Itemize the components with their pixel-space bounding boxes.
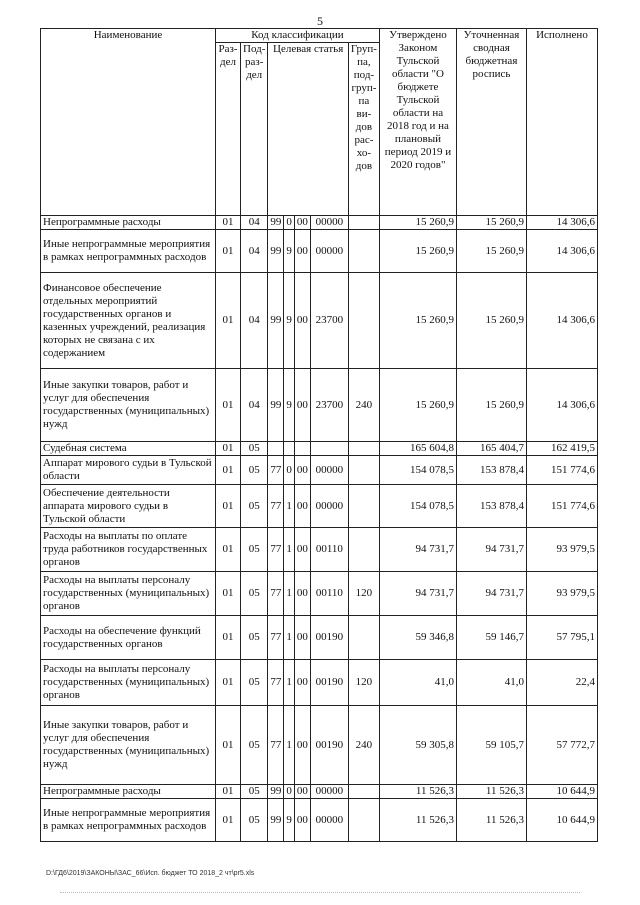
row-name: Иные непрограммные мероприятия в рамках непрограммных расходов: [41, 799, 216, 842]
row-revised-amount: 94 731,7: [456, 528, 526, 572]
row-target-code-3: 00: [294, 616, 310, 660]
row-revised-amount: 15 260,9: [456, 216, 526, 230]
row-approved-amount: 59 305,8: [379, 706, 456, 785]
row-executed-amount: 14 306,6: [526, 369, 597, 442]
row-target-code-1: 77: [268, 706, 284, 785]
row-subsection: 05: [241, 706, 268, 785]
row-section: 01: [216, 369, 241, 442]
row-target-code-4: 00000: [310, 485, 348, 528]
row-target-code-3: 00: [294, 572, 310, 616]
header-name: Наименование: [41, 29, 216, 216]
row-target-code-4: 23700: [310, 369, 348, 442]
row-target-code-2: 1: [284, 528, 295, 572]
row-target-code-3: 00: [294, 273, 310, 369]
table-row: [41, 369, 598, 442]
row-executed-amount: 14 306,6: [526, 230, 597, 273]
page-number: 5: [317, 14, 323, 28]
row-target-code-4: 23700: [310, 273, 348, 369]
row-target-code-4: 00000: [310, 456, 348, 485]
file-path-footer: D:\ГД6\2019\ЗАКОНЫ\ЗАС_66\Исп. бюджет ТО 2018_2 чт\pr5.xls: [46, 870, 255, 877]
row-target-code-4: 00110: [310, 528, 348, 572]
row-revised-amount: 94 731,7: [456, 572, 526, 616]
row-revised-amount: 153 878,4: [456, 485, 526, 528]
row-target-code-2: [284, 442, 295, 456]
row-target-code-4: 00190: [310, 706, 348, 785]
row-name: Аппарат мирового судьи в Тульской области: [41, 456, 216, 485]
header-approved: Утверждено Законом Тульской области "О бюджете Тульской области на 2018 год и на плановый период 2019 и 2020 годов": [379, 29, 456, 216]
row-approved-amount: 94 731,7: [379, 572, 456, 616]
row-target-code-1: [268, 442, 284, 456]
row-executed-amount: 10 644,9: [526, 785, 597, 799]
row-target-code-1: 77: [268, 572, 284, 616]
row-target-code-1: 99: [268, 785, 284, 799]
row-name: Иные непрограммные мероприятия в рамках непрограммных расходов: [41, 230, 216, 273]
row-subsection: 05: [241, 616, 268, 660]
row-executed-amount: 151 774,6: [526, 485, 597, 528]
row-executed-amount: 151 774,6: [526, 456, 597, 485]
row-target-code-3: 00: [294, 528, 310, 572]
row-subsection: 05: [241, 442, 268, 456]
row-target-code-2: 1: [284, 572, 295, 616]
row-revised-amount: 59 105,7: [456, 706, 526, 785]
row-approved-amount: 15 260,9: [379, 230, 456, 273]
row-target-code-1: 77: [268, 528, 284, 572]
row-revised-amount: 11 526,3: [456, 799, 526, 842]
row-revised-amount: 153 878,4: [456, 456, 526, 485]
row-target-code-2: 9: [284, 369, 295, 442]
row-executed-amount: 57 772,7: [526, 706, 597, 785]
row-section: 01: [216, 456, 241, 485]
row-expense-group: [348, 216, 379, 230]
row-target-code-4: 00000: [310, 230, 348, 273]
row-approved-amount: 15 260,9: [379, 216, 456, 230]
row-target-code-3: 00: [294, 785, 310, 799]
row-approved-amount: 41,0: [379, 660, 456, 706]
row-expense-group: [348, 456, 379, 485]
row-target-code-2: 1: [284, 616, 295, 660]
budget-table: [40, 28, 598, 842]
row-name: Расходы на выплаты персоналу государственных (муниципальных) органов: [41, 660, 216, 706]
row-subsection: 05: [241, 785, 268, 799]
row-subsection: 05: [241, 485, 268, 528]
row-target-code-2: 9: [284, 799, 295, 842]
row-revised-amount: 15 260,9: [456, 230, 526, 273]
row-revised-amount: 59 146,7: [456, 616, 526, 660]
table-row: [41, 616, 598, 660]
row-approved-amount: 11 526,3: [379, 799, 456, 842]
row-subsection: 05: [241, 528, 268, 572]
row-revised-amount: 11 526,3: [456, 785, 526, 799]
table-row: [41, 442, 598, 456]
row-subsection: 04: [241, 230, 268, 273]
header-section: Раз-дел: [216, 43, 241, 216]
table-row: [41, 785, 598, 799]
row-target-code-2: 1: [284, 706, 295, 785]
row-name: Непрограммные расходы: [41, 216, 216, 230]
row-executed-amount: 22,4: [526, 660, 597, 706]
table-row: [41, 528, 598, 572]
row-target-code-2: 1: [284, 485, 295, 528]
row-approved-amount: 94 731,7: [379, 528, 456, 572]
row-executed-amount: 93 979,5: [526, 528, 597, 572]
row-name: Финансовое обеспечение отдельных мероприятий государственных органов и казенных учреждений, реализация которых не связана с их содержанием: [41, 273, 216, 369]
header-subsection: Под-раз-дел: [241, 43, 268, 216]
row-target-code-4: 00000: [310, 785, 348, 799]
row-section: 01: [216, 706, 241, 785]
row-expense-group: [348, 442, 379, 456]
row-target-code-1: 77: [268, 485, 284, 528]
row-section: 01: [216, 485, 241, 528]
row-target-code-1: 99: [268, 273, 284, 369]
row-name: Иные закупки товаров, работ и услуг для обеспечения государственных (муниципальных) нужд: [41, 369, 216, 442]
row-target-code-1: 77: [268, 616, 284, 660]
row-subsection: 04: [241, 216, 268, 230]
row-expense-group: [348, 799, 379, 842]
row-subsection: 05: [241, 456, 268, 485]
row-expense-group: 120: [348, 572, 379, 616]
row-executed-amount: 10 644,9: [526, 799, 597, 842]
row-section: 01: [216, 442, 241, 456]
row-expense-group: 240: [348, 369, 379, 442]
table-row: [41, 572, 598, 616]
row-expense-group: [348, 485, 379, 528]
row-target-code-4: 00110: [310, 572, 348, 616]
table-row: [41, 216, 598, 230]
row-subsection: 05: [241, 799, 268, 842]
row-revised-amount: 15 260,9: [456, 369, 526, 442]
row-expense-group: 120: [348, 660, 379, 706]
row-target-code-1: 99: [268, 216, 284, 230]
row-target-code-2: 1: [284, 660, 295, 706]
row-revised-amount: 41,0: [456, 660, 526, 706]
table-row: [41, 456, 598, 485]
row-target-code-2: 9: [284, 230, 295, 273]
row-executed-amount: 57 795,1: [526, 616, 597, 660]
row-approved-amount: 154 078,5: [379, 485, 456, 528]
row-executed-amount: 14 306,6: [526, 273, 597, 369]
row-target-code-3: [294, 442, 310, 456]
row-target-code-3: 00: [294, 456, 310, 485]
row-name: Непрограммные расходы: [41, 785, 216, 799]
row-section: 01: [216, 785, 241, 799]
row-expense-group: [348, 230, 379, 273]
row-approved-amount: 11 526,3: [379, 785, 456, 799]
row-target-code-3: 00: [294, 216, 310, 230]
row-expense-group: [348, 785, 379, 799]
row-executed-amount: 162 419,5: [526, 442, 597, 456]
row-expense-group: 240: [348, 706, 379, 785]
row-expense-group: [348, 528, 379, 572]
row-target-code-1: 99: [268, 799, 284, 842]
row-section: 01: [216, 230, 241, 273]
row-section: 01: [216, 799, 241, 842]
row-target-code-3: 00: [294, 369, 310, 442]
row-target-code-4: 00190: [310, 616, 348, 660]
row-section: 01: [216, 660, 241, 706]
row-subsection: 04: [241, 369, 268, 442]
row-target-code-2: 9: [284, 273, 295, 369]
header-revised: Уточненная сводная бюджетная роспись: [456, 29, 526, 216]
row-subsection: 05: [241, 660, 268, 706]
row-target-code-3: 00: [294, 485, 310, 528]
table-row: [41, 799, 598, 842]
row-target-code-4: [310, 442, 348, 456]
row-target-code-4: 00000: [310, 799, 348, 842]
table-row: [41, 660, 598, 706]
row-target-code-1: 77: [268, 660, 284, 706]
header-classification: Код классификации: [216, 29, 380, 43]
row-section: 01: [216, 528, 241, 572]
row-section: 01: [216, 616, 241, 660]
footer-divider: [60, 892, 580, 893]
row-target-code-1: 77: [268, 456, 284, 485]
header-expense-group: Груп-па, под-груп-па ви-дов рас-хо-дов: [348, 43, 379, 216]
row-approved-amount: 15 260,9: [379, 369, 456, 442]
row-approved-amount: 154 078,5: [379, 456, 456, 485]
row-target-code-3: 00: [294, 660, 310, 706]
row-name: Расходы на обеспечение функций государственных органов: [41, 616, 216, 660]
row-section: 01: [216, 572, 241, 616]
header-executed: Исполнено: [526, 29, 597, 216]
row-target-code-4: 00190: [310, 660, 348, 706]
row-name: Расходы на выплаты персоналу государственных (муниципальных) органов: [41, 572, 216, 616]
row-name: Обеспечение деятельности аппарата мирового судьи в Тульской области: [41, 485, 216, 528]
row-subsection: 05: [241, 572, 268, 616]
row-target-code-3: 00: [294, 706, 310, 785]
row-approved-amount: 165 604,8: [379, 442, 456, 456]
row-target-code-3: 00: [294, 230, 310, 273]
row-target-code-1: 99: [268, 230, 284, 273]
row-executed-amount: 14 306,6: [526, 216, 597, 230]
row-section: 01: [216, 216, 241, 230]
table-row: [41, 485, 598, 528]
row-target-code-2: 0: [284, 216, 295, 230]
row-expense-group: [348, 273, 379, 369]
row-executed-amount: 93 979,5: [526, 572, 597, 616]
row-expense-group: [348, 616, 379, 660]
row-approved-amount: 15 260,9: [379, 273, 456, 369]
table-row: [41, 230, 598, 273]
row-target-code-1: 99: [268, 369, 284, 442]
row-revised-amount: 165 404,7: [456, 442, 526, 456]
row-revised-amount: 15 260,9: [456, 273, 526, 369]
header-target-article: Целевая статья: [268, 43, 349, 216]
row-name: Иные закупки товаров, работ и услуг для обеспечения государственных (муниципальных) нужд: [41, 706, 216, 785]
row-section: 01: [216, 273, 241, 369]
table-row: [41, 273, 598, 369]
row-target-code-2: 0: [284, 785, 295, 799]
row-approved-amount: 59 346,8: [379, 616, 456, 660]
row-target-code-4: 00000: [310, 216, 348, 230]
row-subsection: 04: [241, 273, 268, 369]
row-name: Судебная система: [41, 442, 216, 456]
row-target-code-3: 00: [294, 799, 310, 842]
table-row: [41, 706, 598, 785]
row-target-code-2: 0: [284, 456, 295, 485]
row-name: Расходы на выплаты по оплате труда работников государственных органов: [41, 528, 216, 572]
